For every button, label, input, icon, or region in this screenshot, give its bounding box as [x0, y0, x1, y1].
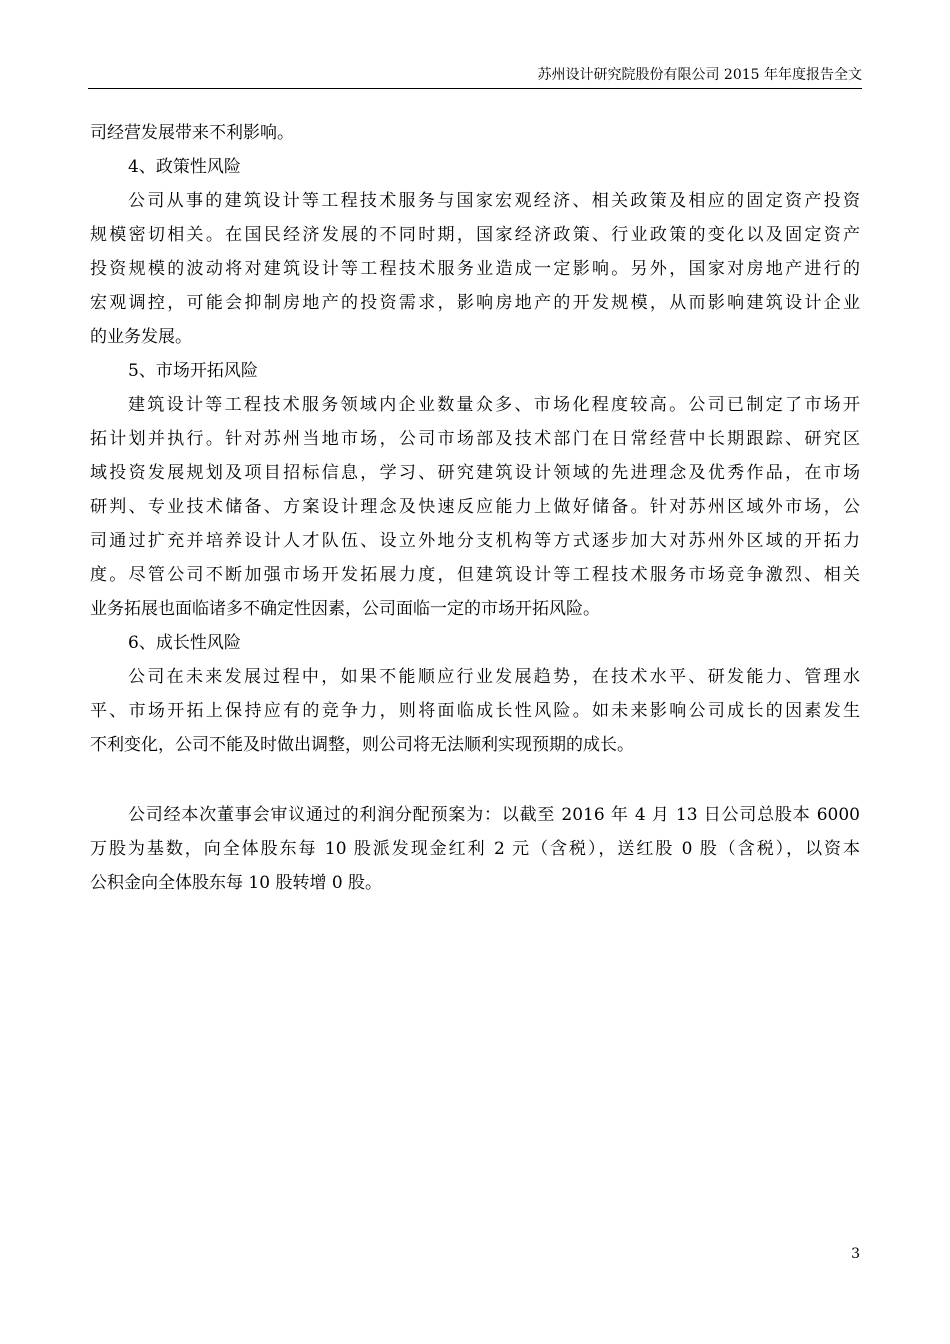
text-line: 万股为基数，向全体股东每 10 股派发现金红利 2 元（含税），送红股 0 股（含税），以资本 — [90, 839, 860, 859]
report-title: 苏州设计研究院股份有限公司 2015 年年度报告全文 — [537, 67, 862, 83]
text-line: 业务拓展也面临诸多不确定性因素，公司面临一定的市场开拓风险。 — [90, 599, 600, 619]
text-line: 规模密切相关。在国民经济发展的不同时期，国家经济政策、行业政策的变化以及固定资产 — [90, 225, 860, 245]
text-line: 公积金向全体股东每 10 股转增 0 股。 — [90, 873, 383, 893]
text-line: 拓计划并执行。针对苏州当地市场，公司市场部及技术部门在日常经营中长期跟踪、研究区 — [90, 429, 860, 449]
section-heading-growth-risk: 6、成长性风险 — [128, 633, 241, 653]
text-line: 不利变化，公司不能及时做出调整，则公司将无法顺利实现预期的成长。 — [90, 735, 634, 755]
text-line: 司经营发展带来不利影响。 — [90, 123, 294, 143]
text-line: 研判、专业技术储备、方案设计理念及快速反应能力上做好储备。针对苏州区域外市场，公 — [90, 497, 860, 517]
paragraph-spacer — [90, 762, 860, 798]
paragraph-market-risk — [90, 388, 860, 626]
text-line: 投资规模的波动将对建筑设计等工程技术服务业造成一定影响。另外，国家对房地产进行的 — [90, 259, 860, 279]
text-line: 建筑设计等工程技术服务领域内企业数量众多、市场化程度较高。公司已制定了市场开 — [128, 395, 860, 415]
page-number: 3 — [851, 1246, 860, 1262]
text-line: 域投资发展规划及项目招标信息，学习、研究建筑设计领域的先进理念及优秀作品，在市场 — [90, 463, 860, 483]
text-line: 度。尽管公司不断加强市场开发拓展力度，但建筑设计等工程技术服务市场竞争激烈、相关 — [90, 565, 860, 585]
text-line: 公司经本次董事会审议通过的利润分配预案为：以截至 2016 年 4 月 13 日公司总股本 6000 — [128, 805, 860, 825]
section-heading-market-risk: 5、市场开拓风险 — [128, 361, 258, 381]
text-line: 的业务发展。 — [90, 327, 192, 347]
section-heading-policy-risk: 4、政策性风险 — [128, 157, 241, 177]
paragraph-policy-risk — [90, 184, 860, 354]
paragraph-dividend-plan — [90, 798, 860, 900]
text-line: 平、市场开拓上保持应有的竞争力，则将面临成长性风险。如未来影响公司成长的因素发生 — [90, 701, 860, 721]
text-line: 宏观调控，可能会抑制房地产的投资需求，影响房地产的开发规模，从而影响建筑设计企业 — [90, 293, 860, 313]
text-line: 公司在未来发展过程中，如果不能顺应行业发展趋势，在技术水平、研发能力、管理水 — [128, 667, 860, 687]
page-header — [88, 66, 862, 89]
text-line: 司通过扩充并培养设计人才队伍、设立外地分支机构等方式逐步加大对苏州外区域的开拓力 — [90, 531, 860, 551]
paragraph-growth-risk — [90, 660, 860, 762]
text-line: 公司从事的建筑设计等工程技术服务与国家宏观经济、相关政策及相应的固定资产投资 — [128, 191, 860, 211]
document-body — [90, 116, 860, 900]
